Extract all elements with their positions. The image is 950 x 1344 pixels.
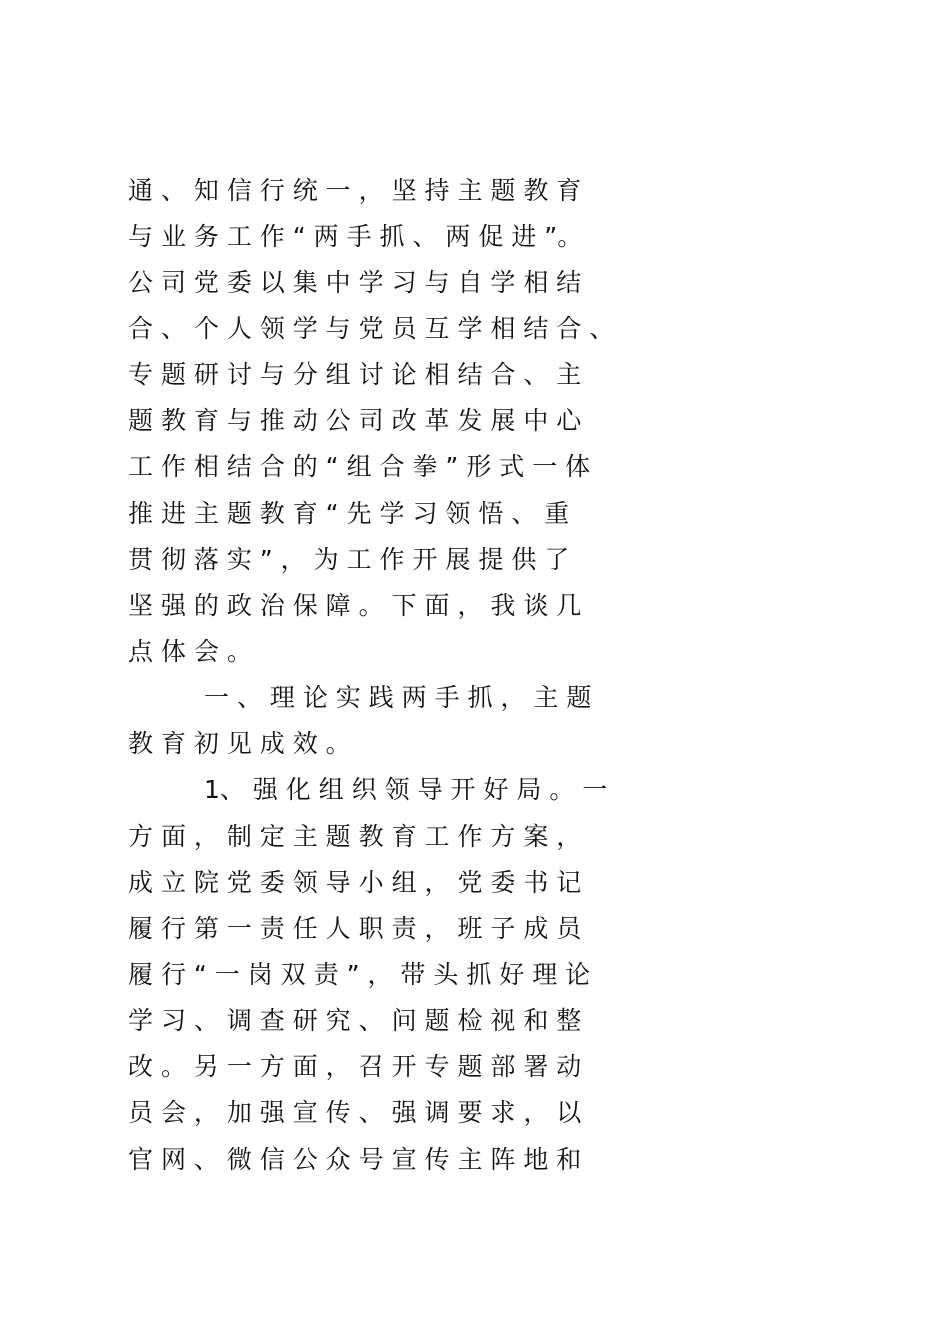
text-line: 坚 强 的 政 治 保 障 。 下 面 ， 我 谈 几 bbox=[128, 591, 582, 620]
text-line: 方 面 ， 制 定 主 题 教 育 工 作 方 案 ， bbox=[128, 822, 582, 851]
text-line: 通 、 知 信 行 统 一 ， 坚 持 主 题 教 育 bbox=[128, 176, 582, 205]
text-line: 工 作 相 结 合 的 “ 组 合 拳 ” 形 式 一 体 bbox=[128, 452, 591, 481]
text-line: 公 司 党 委 以 集 中 学 习 与 自 学 相 结 bbox=[128, 268, 582, 297]
text-line: 成 立 院 党 委 领 导 小 组 ， 党 委 书 记 bbox=[128, 868, 582, 897]
subsection-heading-line: 1、 强 化 组 织 领 导 开 好 局 。 一 bbox=[204, 775, 608, 804]
text-line: 官 网 、 微 信 公 众 号 宣 传 主 阵 地 和 bbox=[128, 1145, 582, 1174]
section-heading-line: 教 育 初 见 成 效 。 bbox=[128, 729, 351, 758]
text-line: 履 行 第 一 责 任 人 职 责 ， 班 子 成 员 bbox=[128, 914, 582, 943]
text-line: 履 行 “ 一 岗 双 责 ” ， 带 头 抓 好 理 论 bbox=[128, 960, 591, 989]
text-line: 点 体 会 。 bbox=[128, 637, 252, 666]
text-line: 题 教 育 与 推 动 公 司 改 革 发 展 中 心 bbox=[128, 406, 582, 435]
text-line: 贯 彻 落 实 ” ， 为 工 作 开 展 提 供 了 bbox=[128, 545, 570, 574]
section-heading-line: 一 、 理 论 实 践 两 手 抓 ， 主 题 bbox=[204, 683, 592, 712]
text-line: 合 、 个 人 领 学 与 党 员 互 学 相 结 合 、 bbox=[128, 314, 615, 343]
text-line: 改 。 另 一 方 面 ， 召 开 专 题 部 署 动 bbox=[128, 1052, 582, 1081]
text-line: 与 业 务 工 作 “ 两 手 抓 、 两 促 进 ”。 bbox=[128, 222, 583, 251]
text-line: 专 题 研 讨 与 分 组 讨 论 相 结 合 、 主 bbox=[128, 360, 582, 389]
text-line: 学 习 、 调 查 研 究 、 问 题 检 视 和 整 bbox=[128, 1006, 582, 1035]
text-line: 员 会 ， 加 强 宣 传 、 强 调 要 求 ， 以 bbox=[128, 1098, 582, 1127]
text-line: 推 进 主 题 教 育 “ 先 学 习 领 悟 、 重 bbox=[128, 499, 570, 528]
